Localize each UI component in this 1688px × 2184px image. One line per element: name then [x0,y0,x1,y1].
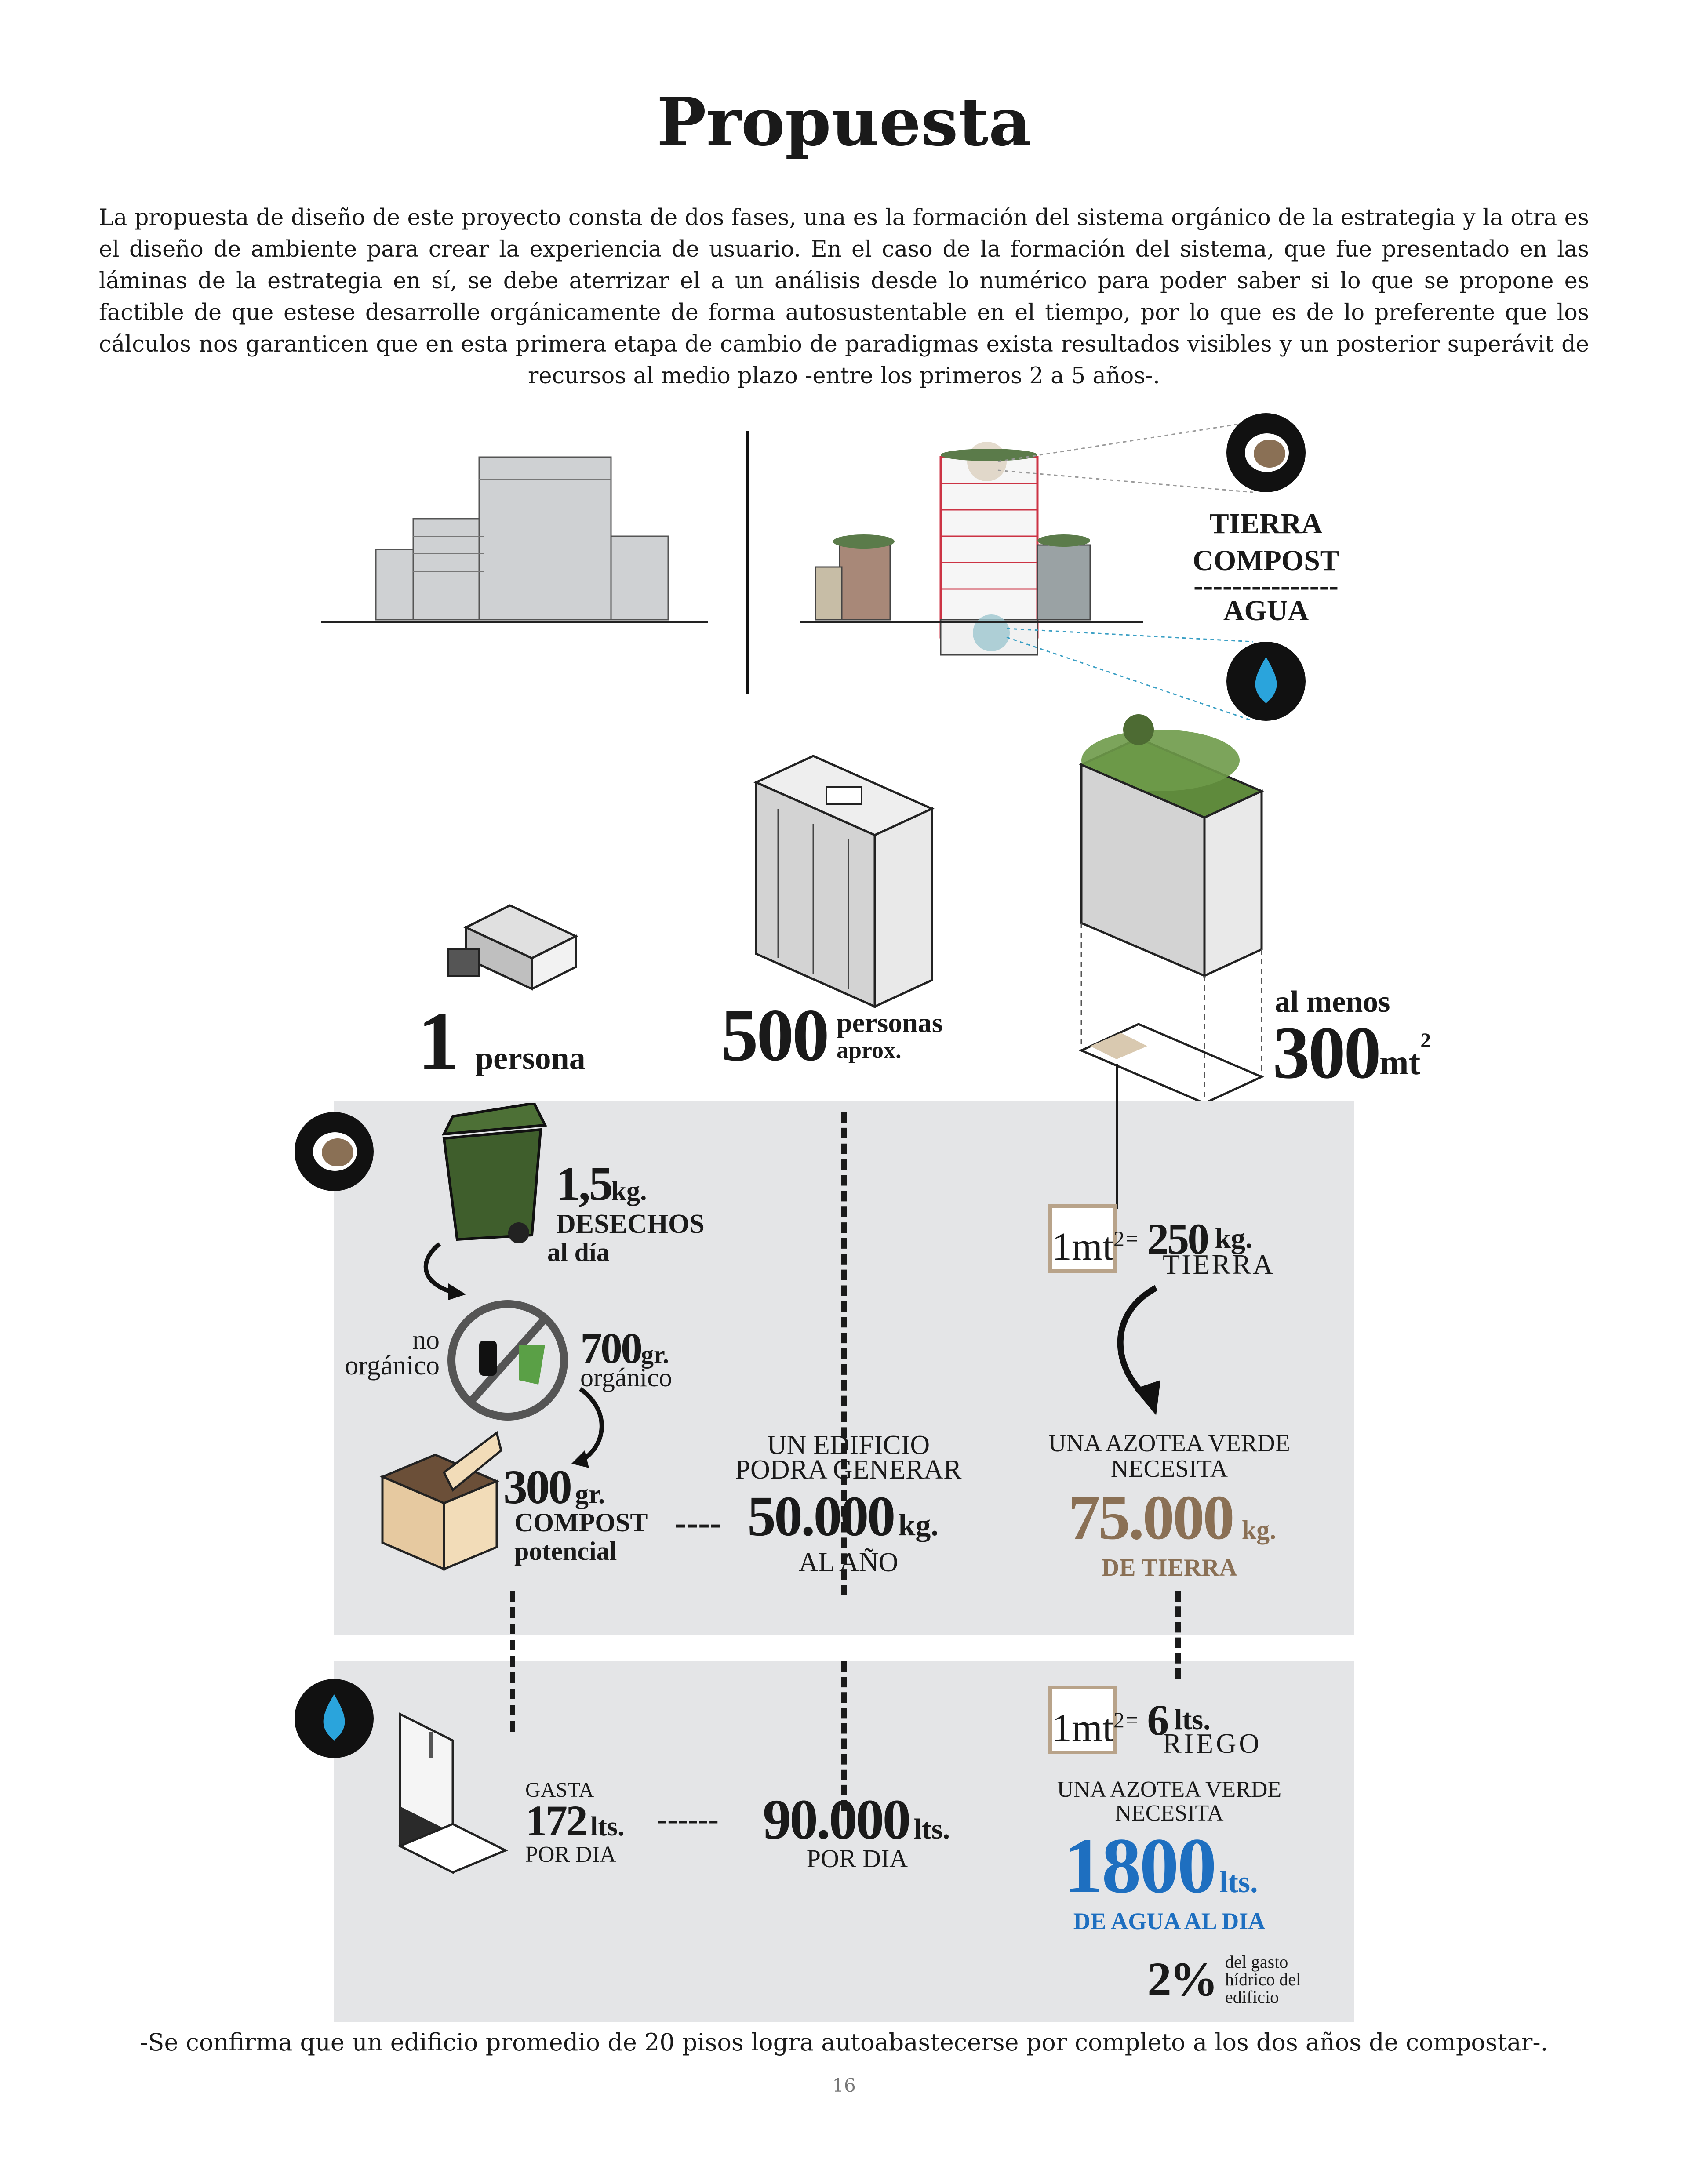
water-section-icon [295,1679,374,1758]
gasto-hidrico-line2: hídrico del [1225,1969,1301,1989]
existing-building-elevation [321,457,708,622]
azotea-tierra-block [1029,1431,1310,1482]
tierra-mt-box [1048,1204,1125,1273]
desechos-unit: kg. [611,1176,647,1206]
edificio-genera-value [747,1483,939,1549]
riego-number: 6 [1147,1695,1168,1744]
desechos-label: DESECHOS [556,1209,705,1239]
sort-waste-icon [444,1297,571,1424]
azotea-tierra-number: 75.000 [1068,1483,1233,1553]
tierra-mt-sup: 2 [1113,1226,1125,1251]
gasta-label: GASTA [525,1778,594,1802]
legend-block [1152,505,1380,629]
compost-number: 300 [503,1460,571,1514]
azotea-agua-number: 1800 [1064,1822,1215,1909]
azotea-agua-value [1064,1822,1258,1909]
stat-azotea [1273,1011,1431,1094]
edificio-label-aprox: aprox. [837,1037,902,1063]
gasto-hidrico-line3: edificio [1225,1987,1279,2007]
azotea-agua-line2: NECESITA [1115,1801,1224,1826]
compost-value [503,1459,605,1515]
legend-divider: --------------- [1193,570,1339,602]
edificio-genera-block [721,1430,976,1485]
no-organico-label [343,1325,440,1381]
azotea-pre: al menos [1275,985,1390,1019]
agua-genera-period: POR DIA [806,1844,908,1873]
agua-genera-value [763,1787,950,1853]
compost-unit: gr. [575,1479,605,1509]
edificio-genera-line2: PODRA GENERAR [735,1455,962,1485]
legend-agua: AGUA [1223,595,1309,627]
conclusion-text: -Se confirma que un edificio promedio de 20 pisos logra autoabastecerse por completo a los dos años de compostar-. [140,2028,1548,2056]
proposed-building-section [800,442,1143,655]
compost-icon [1226,413,1306,492]
gasta-number: 172 [525,1796,586,1845]
organico-unit: gr. [641,1340,669,1369]
green-roof-tower-illustration [1073,712,1284,1108]
tierra-number: 250 [1147,1214,1208,1263]
edificio-genera-period: AL AÑO [798,1548,899,1577]
azotea-agua-unit: lts. [1219,1865,1258,1899]
curved-arrow-icon-3 [1095,1283,1200,1424]
organico-number: 700 [580,1324,641,1373]
gasto-hidrico-percent: 2% [1147,1952,1216,2006]
water-drop-icon [1226,642,1306,721]
edificio-genera-number: 50.000 [747,1485,894,1548]
edificio-label: personas [837,1007,943,1038]
azotea-tierra-line1: UNA AZOTEA VERDE [1048,1430,1290,1457]
left-dashed-line [510,1591,515,1732]
stat-persona [418,993,586,1089]
desechos-value [556,1156,647,1212]
roof-guide-line [1116,1064,1118,1209]
compost-arrow: ---- [675,1504,722,1542]
gasto-hidrico-line1: del gasto [1225,1951,1288,1972]
tierra-equals: = [1126,1226,1139,1251]
azotea-sup: 2 [1420,1029,1431,1052]
gasto-hidrico [1147,1951,1301,2007]
shower-icon [387,1705,510,1903]
azotea-agua-label: DE AGUA AL DIA [1073,1908,1266,1934]
curved-arrow-icon [418,1239,484,1301]
apartment-tower-illustration [747,752,941,1011]
azotea-agua-block [1029,1778,1310,1825]
gasta-value [525,1795,625,1846]
desechos-number: 1,5 [556,1157,611,1210]
compost-label: COMPOST [514,1508,648,1537]
stat-edificio [721,994,943,1076]
compost-section-icon [295,1112,374,1191]
persona-number: 1 [418,995,458,1087]
organico-label: orgánico [580,1363,672,1392]
edificio-genera-unit: kg. [898,1508,939,1542]
no-organico-line2: orgánico [345,1351,440,1381]
page-title: Propuesta [656,84,1032,161]
agua-arrow: ------ [657,1802,719,1836]
page-number: 16 [832,2075,856,2096]
tierra-unit: kg. [1215,1222,1253,1254]
gasta-period: POR DIA [525,1842,616,1867]
tierra-mt-text: 1mt [1052,1225,1114,1268]
legend-compost: COMPOST [1193,545,1339,577]
riego-mt-box [1048,1686,1125,1754]
riego-label: RIEGO [1163,1728,1262,1759]
agua-genera-unit: lts. [913,1813,950,1845]
agua-genera-number: 90.000 [763,1788,909,1851]
persona-label: persona [475,1040,586,1076]
no-organico-line1: no [412,1325,440,1355]
riego-equals: = [1126,1708,1139,1732]
riego-mt-sup: 2 [1113,1708,1125,1732]
trash-bin-icon [440,1103,554,1248]
riego-mt-text: 1mt [1052,1706,1114,1750]
desechos-sublabel: al día [547,1238,610,1267]
azotea-agua-line1: UNA AZOTEA VERDE [1057,1777,1282,1802]
gasta-unit: lts. [590,1812,625,1842]
legend-tierra: TIERRA [1209,508,1323,540]
azotea-unit: mt [1379,1043,1421,1082]
intro-paragraph: La propuesta de diseño de este proyecto consta de dos fases, una es la formación del sistema orgánico de la estrategia y la otra es el diseño de ambiente para crear la experiencia de usuario. En el caso de la formación del sistema, que fue presentado en las láminas de la estrategia en sí, se debe aterrizar el a un análisis desde lo numérico para poder saber si lo que se propone es factible de que estese desarrolle orgánicamente de forma autosustentable en el tiempo, por lo que es de lo preferente que los cálculos nos garanticen que en esta primera etapa de cambio de paradigmas exista resultados visibles y un posterior superávit de recursos al medio plazo -entre los primeros 2 a 5 años-. [99,205,1589,389]
edificio-number: 500 [721,994,828,1076]
right-dashed-line [1175,1591,1181,1679]
riego-unit: lts. [1174,1704,1211,1736]
compost-sublabel: potencial [514,1537,617,1566]
azotea-tierra-unit: kg. [1241,1515,1277,1544]
tierra-label: TIERRA [1163,1249,1275,1280]
azotea-tierra-line2: NECESITA [1110,1455,1228,1483]
azotea-tierra-label: DE TIERRA [1101,1554,1237,1581]
compost-box-icon [374,1428,506,1573]
azotea-tierra-value [1068,1481,1276,1554]
azotea-number: 300 [1273,1011,1379,1094]
edificio-genera-line1: UN EDIFICIO [767,1430,930,1460]
